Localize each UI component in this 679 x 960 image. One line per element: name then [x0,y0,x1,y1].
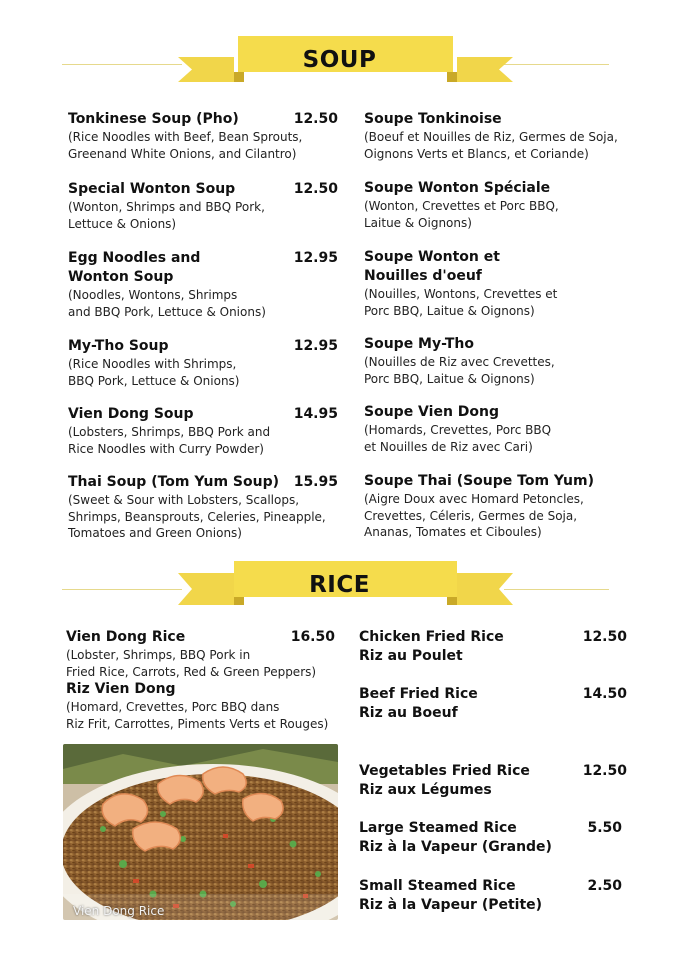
item-desc: Rice Noodles with Curry Powder) [68,441,264,456]
item-name: Tonkinese Soup (Pho) [68,111,239,127]
menu-item [364,403,634,455]
item-desc: (Lobsters, Shrimps, BBQ Pork and [68,425,271,439]
fried-rice-image [63,744,338,920]
menu-item [359,819,639,857]
menu-item [359,685,639,723]
menu-item [359,628,639,666]
item-desc: Porc BBQ, Laitue & Oignons) [364,303,535,318]
item-desc: (Homards, Crevettes, Porc BBQ [364,423,552,437]
item-desc: (Lobster, Shrimps, BBQ Pork in [66,648,251,662]
item-name: Thai Soup (Tom Yum Soup) [68,474,280,490]
item-name-fr: Riz au Boeuf [359,705,458,721]
item-name: Nouilles d'oeuf [364,268,482,284]
item-name: My-Tho Soup [68,338,169,354]
menu-item [68,473,348,542]
menu-item [359,762,639,800]
item-price: 2.50 [587,878,622,894]
section-title-rice: RICE [309,572,370,598]
item-desc: Shrimps, Beansprouts, Celeries, Pineapple, [68,509,326,524]
item-desc: Ananas, Tomates et Ciboules) [364,525,542,539]
item-price: 12.50 [293,181,338,197]
item-desc: Fried Rice, Carrots, Red & Green Peppers) [66,664,317,679]
item-name-fr: Riz à la Vapeur (Petite) [359,897,543,913]
menu-item [364,248,634,319]
item-name: Soupe Vien Dong [364,404,500,420]
item-desc: Lettuce & Onions) [68,216,177,231]
section-title-soup: SOUP [302,47,377,73]
fried-rice-photo [63,744,338,920]
item-desc: (Boeuf et Nouilles de Riz, Germes de Soja, [364,130,618,144]
item-price: 15.95 [293,474,338,490]
item-name: Vien Dong Rice [66,629,186,645]
menu-item [68,180,348,232]
item-desc: Laitue & Oignons) [364,215,472,230]
item-desc: (Rice Noodles with Beef, Bean Sprouts, [68,130,303,144]
item-desc: BBQ Pork, Lettuce & Onions) [68,373,240,388]
item-price: 5.50 [587,820,622,836]
item-name: Soupe My-Tho [364,336,475,352]
menu-item [68,249,348,320]
menu-item [68,405,348,457]
item-name: Chicken Fried Rice [359,629,504,645]
item-price: 12.50 [582,629,627,645]
item-name: Vegetables Fried Rice [359,763,530,779]
item-desc-fr: (Homard, Crevettes, Porc BBQ dans [66,700,280,714]
item-name: Beef Fried Rice [359,686,478,702]
item-desc: Oignons Verts et Blancs, et Coriande) [364,146,589,161]
item-price: 12.50 [293,111,338,127]
item-name: Wonton Soup [68,269,174,285]
item-desc: et Nouilles de Riz avec Cari) [364,439,533,454]
item-desc: (Wonton, Shrimps and BBQ Pork, [68,200,265,214]
item-desc-fr: Riz Frit, Carrottes, Piments Verts et Rouges) [66,716,329,731]
item-desc: (Wonton, Crevettes et Porc BBQ, [364,199,559,213]
item-name: Soupe Wonton Spéciale [364,180,551,196]
item-desc: (Rice Noodles with Shrimps, [68,357,237,371]
item-name: Special Wonton Soup [68,181,236,197]
item-name: Vien Dong Soup [68,406,194,422]
item-name-fr: Riz Vien Dong [66,681,176,697]
item-price: 16.50 [290,629,335,645]
item-desc: Porc BBQ, Laitue & Oignons) [364,371,535,386]
item-name-fr: Riz au Poulet [359,648,463,664]
item-desc: Crevettes, Céleris, Germes de Soja, [364,508,578,523]
menu-item [68,110,348,162]
item-desc: Tomatoes and Green Onions) [68,526,242,540]
item-price: 12.95 [293,250,338,266]
item-name-fr: Riz à la Vapeur (Grande) [359,839,552,855]
item-name: Soupe Wonton et [364,249,500,265]
item-name-fr: Riz aux Légumes [359,782,492,798]
soup-banner [0,36,679,96]
item-name: Soupe Tonkinoise [364,111,502,127]
menu-item [364,472,644,541]
menu-item [364,110,634,162]
item-name: Large Steamed Rice [359,820,517,836]
item-name: Soupe Thai (Soupe Tom Yum) [364,473,594,489]
item-price: 12.50 [582,763,627,779]
item-desc: (Nouilles de Riz avec Crevettes, [364,355,555,369]
item-desc: (Sweet & Sour with Lobsters, Scallops, [68,493,300,507]
photo-caption: Vien Dong Rice [73,904,165,918]
item-desc: (Nouilles, Wontons, Crevettes et [364,287,558,301]
item-name: Small Steamed Rice [359,878,516,894]
menu-item [68,337,348,389]
item-desc: (Noodles, Wontons, Shrimps [68,288,238,302]
menu-item [364,179,634,231]
item-price: 14.95 [293,406,338,422]
menu-item [359,877,639,915]
item-price: 14.50 [582,686,627,702]
item-desc: Greenand White Onions, and Cilantro) [68,146,297,161]
featured-rice-item [66,628,346,732]
rice-banner [0,561,679,621]
item-name: Egg Noodles and [68,250,201,266]
item-price: 12.95 [293,338,338,354]
item-desc: and BBQ Pork, Lettuce & Onions) [68,304,266,319]
menu-item [364,335,634,387]
item-desc: (Aigre Doux avec Homard Petoncles, [364,492,584,506]
